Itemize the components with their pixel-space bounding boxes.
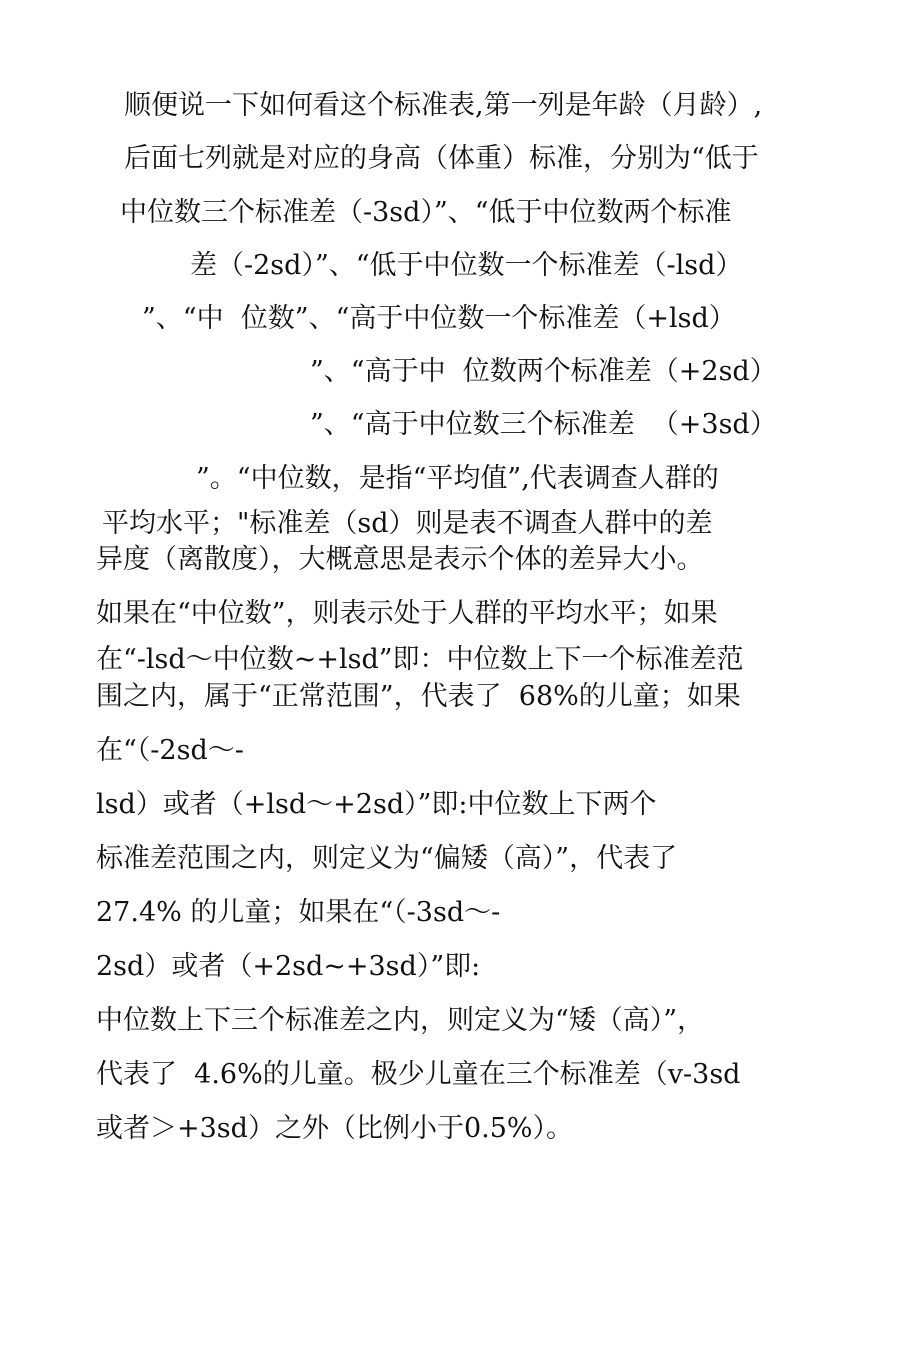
text-line-6: ”、“高于中 位数两个标准差（+2sd） bbox=[310, 356, 777, 387]
text-line-4: 差（-2sd）”、“低于中位数一个标准差（-lsd） bbox=[190, 250, 743, 281]
text-line-2: 后面七列就是对应的身高（体重）标准，分别为“低于 bbox=[124, 143, 759, 174]
text-line-8: ”。“中位数，是指“平均值”,代表调查人群的 bbox=[196, 463, 719, 494]
text-line-10: 异度（离散度），大概意思是表示个体的差异大小。 bbox=[96, 544, 704, 575]
text-line-14: 在“（-2sd～- bbox=[96, 735, 244, 766]
text-line-5: ”、“中 位数”、“高于中位数一个标准差（+lsd） bbox=[142, 303, 736, 334]
text-line-3: 中位数三个标准差（-3sd）”、“低于中位数两个标准 bbox=[120, 197, 732, 228]
text-line-18: 2sd）或者（+2sd~+3sd）”即: bbox=[96, 951, 481, 982]
text-line-19: 中位数上下三个标准差之内，则定义为“矮（高）”， bbox=[96, 1005, 705, 1036]
text-line-1: 顺便说一下如何看这个标准表,第一列是年龄（月龄）, bbox=[124, 90, 763, 121]
text-line-11: 如果在“中位数”，则表示处于人群的平均水平；如果 bbox=[96, 598, 718, 629]
text-line-20: 代表了 4.6%的儿童。极少儿童在三个标准差（v-3sd bbox=[96, 1059, 741, 1090]
text-line-13: 围之内，属于“正常范围”，代表了 68%的儿童；如果 bbox=[96, 681, 741, 712]
text-line-16: 标准差范围之内，则定义为“偏矮（高）”，代表了 bbox=[96, 843, 678, 874]
text-line-21: 或者＞+3sd）之外（比例小于0.5%）。 bbox=[96, 1113, 574, 1144]
text-line-9: 平均水平；"标准差（sd）则是表不调查人群中的差 bbox=[102, 508, 713, 539]
text-line-15: lsd）或者（+lsd～+2sd）”即:中位数上下两个 bbox=[96, 789, 657, 820]
text-line-17: 27.4% 的儿童；如果在“（-3sd～- bbox=[96, 897, 501, 928]
text-line-12: 在“-lsd～中位数~+lsd”即：中位数上下一个标准差范 bbox=[96, 644, 744, 675]
text-line-7: ”、“高于中位数三个标准差 （+3sd） bbox=[310, 409, 777, 440]
